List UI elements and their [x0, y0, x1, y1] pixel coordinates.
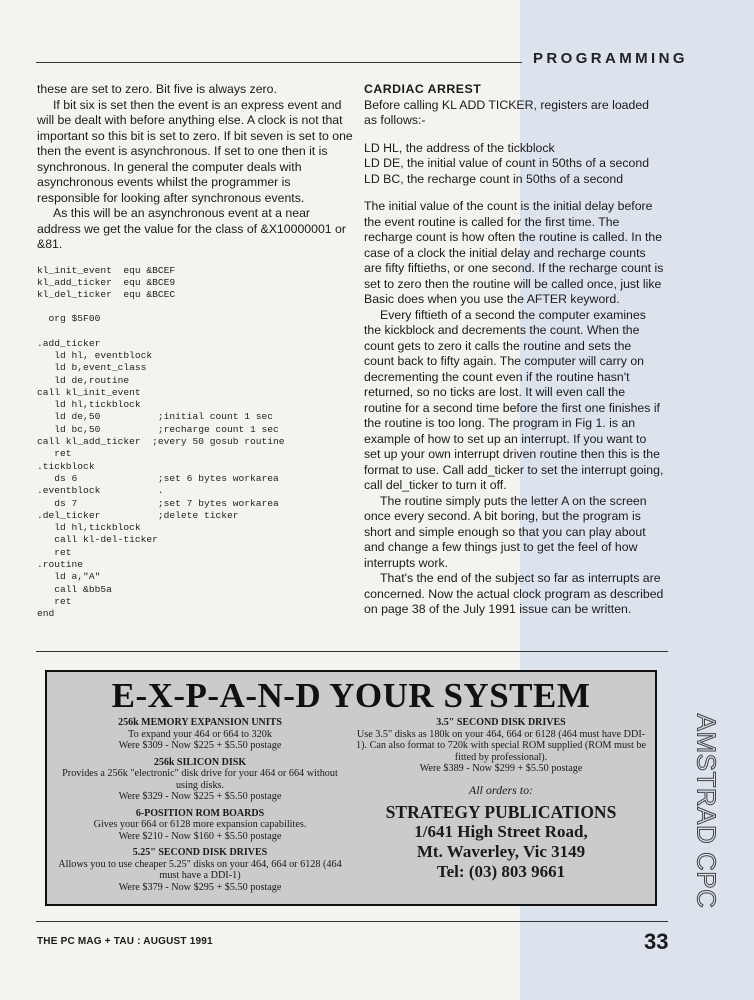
advert-headline: E-X-P-A-N-D YOUR SYSTEM: [111, 676, 591, 715]
advert-item: [353, 717, 649, 775]
advert-item-title: 256k SILICON DISK: [153, 756, 247, 768]
advert-item-title: 6-POSITION ROM BOARDS: [135, 807, 265, 819]
company-name: STRATEGY PUBLICATIONS: [385, 802, 617, 822]
footer-publication: THE PC MAG + TAU : AUGUST 1991: [37, 936, 213, 947]
header-rule: [36, 62, 522, 63]
advert-item-line: Provides a 256k "electronic" disk drive for your 464 or 664 without using disks.: [62, 768, 338, 791]
advert-contact: [353, 802, 649, 882]
advert-item-title: 3.5" SECOND DISK DRIVES: [436, 717, 566, 728]
advert-item-line: Use 3.5" disks as 180k on your 464, 664 or 6128 (464 must have DDI-1). Can also format to 720k with special ROM supplied (ROM must be fitted by professional).: [355, 728, 647, 763]
address-line: Mt. Waverley, Vic 3149: [416, 842, 586, 861]
advert-item-line: Were $329 - Now $225 + $5.50 postage: [118, 791, 282, 802]
advert-item: [55, 717, 345, 752]
advert-item: [55, 808, 345, 843]
advert-item-line: Allows you to use cheaper 5.25" disks on your 464, 664 or 6128 (464 must have a DDI-1): [58, 858, 342, 881]
code-listing: .add_ticker ld hl, eventblock ld b,event_class ld de,routine call kl_init_event ld hl,tickblock ld de,50 ;initial count 1 sec ld bc,50 ;recharge count 1 sec call kl_add_ticker ;every 50 gosub routine ret .tickblock ds 6 ;set 6 bytes workarea .eventblock . ds 7 ;set 7 bytes workarea .del_ticker ;delete ticker ld hl,tickblock call kl-del-ticker ret .routine ld a,"A" call &bb5a ret end: [37, 337, 285, 620]
advert-item-line: Gives your 664 or 6128 more expansion capabilites.: [93, 819, 307, 830]
phone-number: Tel: (03) 803 9661: [436, 862, 566, 881]
advert-item-line: Were $210 - Now $160 + $5.50 postage: [118, 830, 282, 842]
advert-top-rule: [36, 651, 668, 652]
advert-item: [55, 757, 345, 803]
advert-item-line: Were $309 - Now $225 + $5.50 postage: [118, 740, 282, 751]
subhead: CARDIAC ARREST: [364, 82, 482, 96]
advertisement: [45, 670, 657, 906]
advert-item-title: 5.25" SECOND DISK DRIVES: [132, 847, 268, 858]
address-line: 1/641 High Street Road,: [414, 822, 588, 841]
register-line: LD DE, the initial value of count in 50ths of a second: [364, 156, 650, 170]
right-column: [364, 82, 664, 618]
advert-left-column: [55, 717, 345, 898]
paragraph: Every fiftieth of a second the computer examines the kickblock and decrements the count. When the count gets to zero it calls the routine and sets the count back to fifty again. The computer will carry on decrementing the count even if the routine hasn't returned, so no ticks are lost. It will even call the routine for a second time before the first one finishes if the routine is too long. The program in Fig 1. is an example of how to set up an interrupt. If you want to set up your own interrupt driven routine then this is the format to use. Call add_ticker to set the interrupt going, call del_ticker to turn it off.: [364, 307, 664, 492]
paragraph: The initial value of the count is the initial delay before the event routine is called for the first time. The recharge count is how often the routine is called. In the case of a clock the initial delay and recharge counts are fifty fiftieths, or one second. If the recharge count is set to zero then the routine will be called once, just like Basic does when you use the AFTER keyword.: [364, 199, 664, 306]
register-line: LD BC, the recharge count in 50ths of a second: [364, 171, 624, 186]
register-line: LD HL, the address of the tickblock: [364, 140, 555, 155]
paragraph: Before calling KL ADD TICKER, registers are loaded as follows:-: [364, 97, 650, 127]
footer-rule: [36, 921, 668, 922]
advert-item-line: Were $379 - Now $295 + $5.50 postage: [118, 881, 282, 893]
left-column: [37, 82, 355, 621]
code-org: org $5F00: [37, 313, 101, 325]
side-brand: [686, 713, 726, 909]
paragraph: As this will be an asynchronous event at a near address we get the value for the class of &X10000001 or &81.: [37, 206, 346, 251]
section-label: PROGRAMMING: [533, 50, 688, 67]
paragraph: If bit six is set then the event is an express event and will be dealt with before anything else. A clock is not that important so this bit is set to zero. If bit seven is set to one then the event is asynchronous. If set to one then it is synchronous. In general the computer deals with asynchronous events whilst the programmer is responsible for looking after synchronous events.: [37, 97, 353, 205]
advert-right-column: [353, 717, 649, 882]
paragraph: these are set to zero. Bit five is always zero.: [37, 82, 277, 96]
page-number: 33: [644, 929, 669, 954]
advert-item-title: 256k MEMORY EXPANSION UNITS: [118, 717, 282, 728]
code-equates: kl_init_event equ &BCEF kl_add_ticker equ &BCE9 kl_del_ticker equ &BCEC: [37, 264, 176, 301]
advert-item-line: Were $389 - Now $299 + $5.50 postage: [419, 763, 583, 774]
orders-label: All orders to:: [468, 782, 534, 797]
advert-item: [55, 847, 345, 893]
side-brand-text: AMSTRAD CPC: [691, 713, 722, 909]
paragraph: That's the end of the subject so far as interrupts are concerned. Now the actual clock program as described on page 38 of the July 1991 issue can be written.: [364, 571, 664, 616]
advert-item-line: To expand your 464 or 664 to 320k: [128, 728, 272, 740]
paragraph: The routine simply puts the letter A on the screen once every second. A bit boring, but the program is short and simple enough so that you can play about and change a few things just to get the feel of how interrupts work.: [364, 493, 647, 570]
